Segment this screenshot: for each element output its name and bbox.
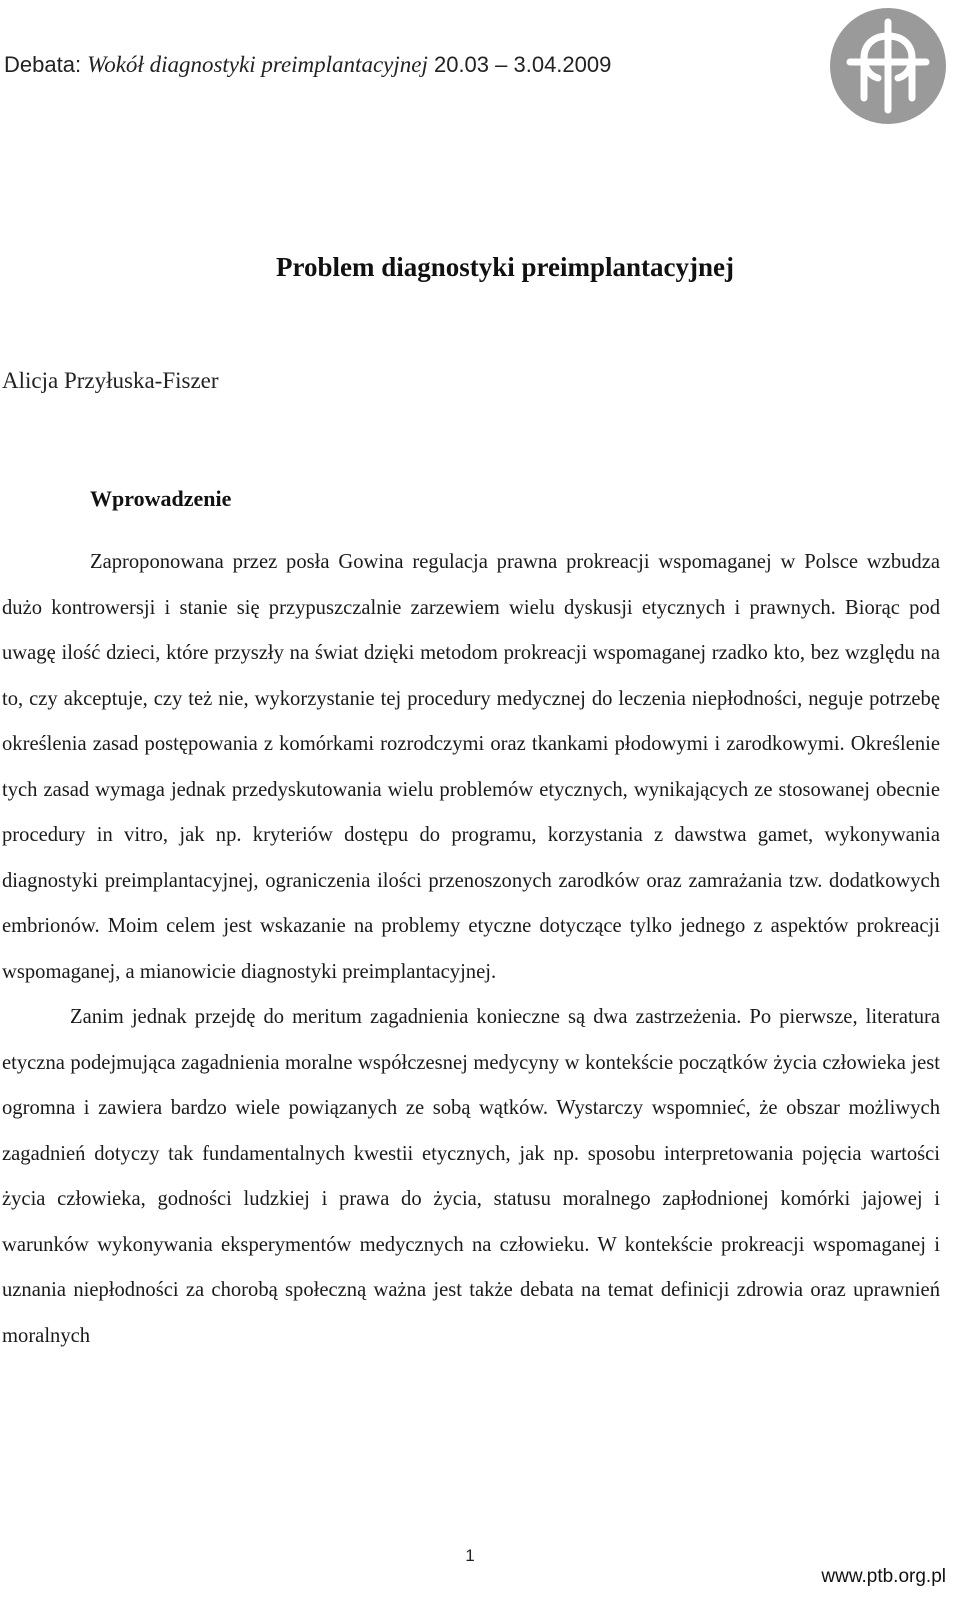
ptb-logo-icon	[828, 6, 948, 126]
paragraph-1: Zaproponowana przez posła Gowina regulacja prawna prokreacji wspomaganej w Polsce wzbudza dużo kontrowersji i stanie się przypuszczalnie zarzewiem wielu dyskusji etycznych i prawnych. Biorąc pod uwagę ilość dzieci, które przyszły na świat dzięki metodom prokreacji wspomaganej rzadko kto, bez względu na to, czy akceptuje, czy też nie, wykorzystanie tej procedury medycznej do leczenia niepłodności, neguje potrzebę określenia zasad postępowania z komórkami rozrodczymi oraz tkankami płodowymi i zarodkowymi. Określenie tych zasad wymaga jednak przedyskutowania wielu problemów etycznych, wynikających ze stosowanej obecnie procedury in vitro, jak np. kryteriów dostępu do programu, korzystania z dawstwa gamet, wykonywania diagnostyki preimplantacyjnej, ograniczenia ilości przenoszonych zarodków oraz zamrażania tzw. dodatkowych embrionów. Moim celem jest wskazanie na problemy etyczne dotyczące tylko jednego z aspektów prokreacji wspomaganej, a mianowicie diagnostyki preimplantacyjnej.	[2, 551, 940, 983]
header-dates: 20.03 – 3.04.2009	[427, 52, 612, 77]
website-link[interactable]: www.ptb.org.pl	[821, 1566, 946, 1587]
page-number: 1	[465, 1546, 475, 1565]
author-name: Alicja Przyłuska-Fiszer	[2, 368, 219, 393]
header-topic: Wokół diagnostyki preimplantacyjnej	[87, 52, 428, 77]
running-header	[4, 52, 611, 78]
body-text	[2, 540, 940, 1359]
paragraph-2: Zanim jednak przejdę do meritum zagadnienia konieczne są dwa zastrzeżenia. Po pierwsze, literatura etyczna podejmująca zagadnienia moralne współczesnej medycyny w kontekście początków życia człowieka jest ogromna i zawiera bardzo wiele powiązanych ze sobą wątków. Wystarczy wspomnieć, że obszar możliwych zagadnień dotyczy tak fundamentalnych kwestii etycznych, jak np. sposobu interpretowania pojęcia wartości życia człowieka, godności ludzkiej i prawa do życia, statusu moralnego zapłodnionej komórki jajowej i warunków wykonywania eksperymentów medycznych na człowieku. W kontekście prokreacji wspomaganej i uznania niepłodności za chorobą społeczną ważna jest także debata na temat definicji zdrowia oraz uprawnień moralnych	[2, 1006, 940, 1347]
document-title: Problem diagnostyki preimplantacyjnej	[275, 252, 734, 282]
header-prefix: Debata:	[4, 52, 88, 77]
section-heading: Wprowadzenie	[90, 486, 232, 511]
